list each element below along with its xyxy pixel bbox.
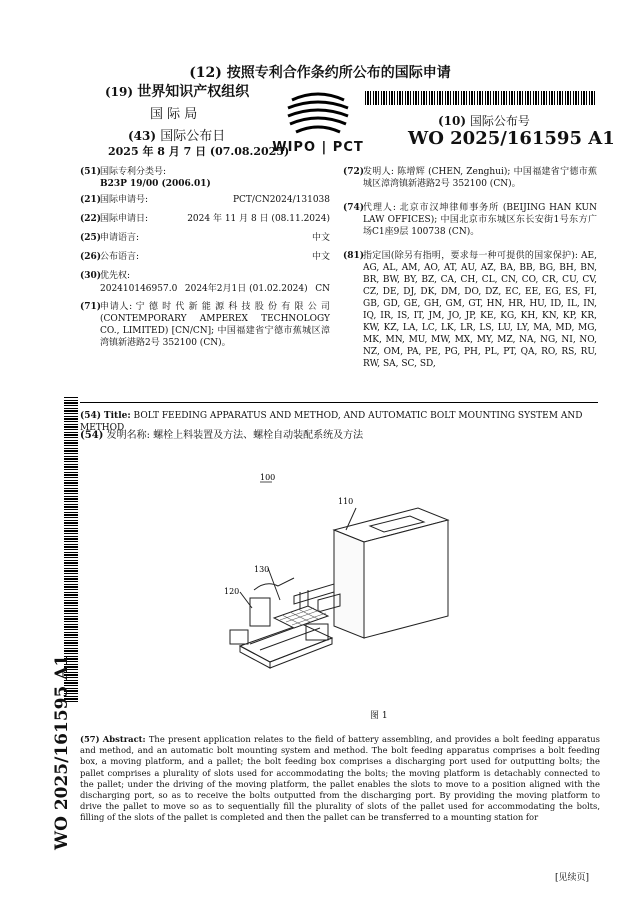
title-en-label: Title: [103,411,131,421]
abstract-text: The present application relates to the field of battery assembling, and provides a bolt feeding apparatus and method, and an automatic bolt mounting system and method. The bolt feeding apparatus comprises a bolt feeding box, a moving platform, and a pallet; the bolt feeding box comprises a discharging port used for outputting bolts; the pallet comprises a plurality of slots used for accommodating the bolts; the moving platform is detachably connected to the pallet; under the driving of the moving platform, the pallet enables the slots to move to a position aligned with the discharging port, so as to receive the bolts outputted from the discharging port. By providing the moving platform to drive the pallet to move so as to sequentially fill the plurality of slots of the pallet used for accommodating the bolts, filling of the slots of the pallet is completed and then the pallet can be transferred to a mounting station for [80,734,600,823]
agent-text: 代理人: 北京市汉坤律师事务所 (BEIJING HAN KUN LAW OFFICES); 中国北京市东城区东长安街1号东方广场C1座9层 100738 (CN)。 [363,203,597,237]
ref-100: 100 [260,473,276,482]
field-code: (22) [80,214,102,224]
abstract-label: Abstract: [102,734,146,744]
field-81 [343,250,597,370]
pubdate-line [128,125,225,144]
field-code: (21) [80,195,102,205]
field-71 [80,301,330,349]
wipo-logo [262,86,374,156]
abstract [80,734,600,824]
priority-date: 2024年2月1日 (01.02.2024) [184,284,308,294]
field-26 [80,251,330,270]
field-code: (25) [80,233,102,243]
field-72 [343,166,597,190]
field-21 [80,194,330,213]
field-extra: B23P 19/00 (2006.01) [100,179,211,189]
field-label: 优先权: [100,271,131,281]
title-zh-code: (54) [80,430,104,441]
field-label: 国际申请号: [100,195,149,205]
pubdate-code: (43) [128,129,157,143]
field-code: (72) [343,167,365,177]
field-code: (74) [343,203,365,213]
title-en-code: (54) [80,411,102,421]
figure [210,468,610,708]
left-fields [80,166,330,349]
org-line [105,86,249,98]
ref-130: 130 [254,565,270,574]
field-value: PCT/CN2024/131038 [232,195,330,205]
field-label: 申请语言: [100,233,140,243]
title-zh-label: 发明名称: [106,430,150,441]
field-25 [80,232,330,251]
field-51 [80,166,330,194]
field-value: 2024 年 11 月 8 日 (08.11.2024) [187,214,330,224]
pubno-value: WO 2025/161595 A1 [408,128,615,149]
abstract-code: (57) [80,734,100,744]
field-code: (30) [80,271,102,281]
wipo-emblem-icon [262,86,374,142]
applicant-text: 申请人: 宁 德 时 代 新 能 源 科 技 股 份 有 限 公 司 (CONTEMPORARY AMPEREX TECHNOLOGY CO., LIMITED) [CN/CN]; 中国福建省宁德市蕉城区漳湾镇新港路2号 352100 (CN)。 [100,302,330,348]
document-title [0,62,640,82]
pubno-code: (10) [438,114,467,128]
inventor-text: 发明人: 陈增辉 (CHEN, Zenghui); 中国福建省宁德市蕉城区漳湾镇新港路2号 352100 (CN)。 [363,167,597,189]
field-label: 国际申请日: [100,214,149,224]
right-fields [343,166,597,370]
field-code: (51) [80,167,102,177]
pubdate-value: 2025 年 8 月 7 日 (07.08.2025) [108,145,290,158]
wipo-logo-text: WIPO | PCT [272,140,364,155]
org-code: (19) [105,85,134,99]
figure-caption: 图 1 [370,711,388,721]
field-code: (81) [343,251,365,261]
priority-number: 202410146957.0 [100,284,178,294]
pubno-line [438,112,530,129]
field-code: (26) [80,252,102,262]
title-prefix: (12) [189,65,222,81]
ref-120: 120 [224,587,240,596]
org-name: 世界知识产权组织 [137,84,250,100]
priority-row [80,283,330,301]
field-value: 中文 [311,233,330,243]
field-label: 公布语言: [100,252,140,262]
field-30 [80,270,330,283]
title-zh-text: 螺栓上料装置及方法、螺栓自动装配系统及方法 [153,430,364,441]
field-74 [343,202,597,238]
apparatus-drawing [210,468,610,708]
title-en-text: BOLT FEEDING APPARATUS AND METHOD, AND AUTOMATIC BOLT MOUNTING SYSTEM AND METHOD [80,411,583,433]
field-label: 国际专利分类号: [100,167,167,177]
pubno-label: 国际公布号 [469,114,530,128]
title-zh [80,430,600,442]
barcode [365,91,597,105]
side-number: WO 2025/161595 A1 [52,654,72,850]
org-sub: 国 际 局 [150,107,198,122]
pubdate-label: 国际公布日 [160,129,226,144]
title-rule [80,402,598,403]
field-value: 中文 [311,252,330,262]
ref-110: 110 [338,497,354,506]
field-code: (71) [80,302,102,312]
designated-states-text: 指定国(除另有指明，要求每一种可提供的国家保护): AE, AG, AL, AM, AO, AT, AU, AZ, BA, BB, BG, BH, BN, BR, BW, BY, BZ, CA, CH, CL, CN, CO, CR, CU, CV, CZ, DE, DJ, DK, DM, DO, DZ, EC, EE, EG, ES, FI, GB, GD, GE, GH, GM, GT, HN, HR, HU, ID, IL, IN, IQ, IR, IS, IT, JM, JO, JP, KE, KG, KH, KN, KP, KR, KW, KZ, LA, LC, LK, LR, LS, LU, LY, MA, MD, MG, MK, MN, MU, MW, MX, MY, MZ, NA, NG, NI, NO, NZ, OM, PA, PE, PG, PH, PL, PT, QA, RO, RS, RU, RW, SA, SC, SD, [363,251,597,369]
field-22 [80,213,330,232]
title-text: 按照专利合作条约所公布的国际申请 [226,65,451,81]
priority-country: CN [315,284,330,294]
continued-note: [见续页] [555,873,590,883]
